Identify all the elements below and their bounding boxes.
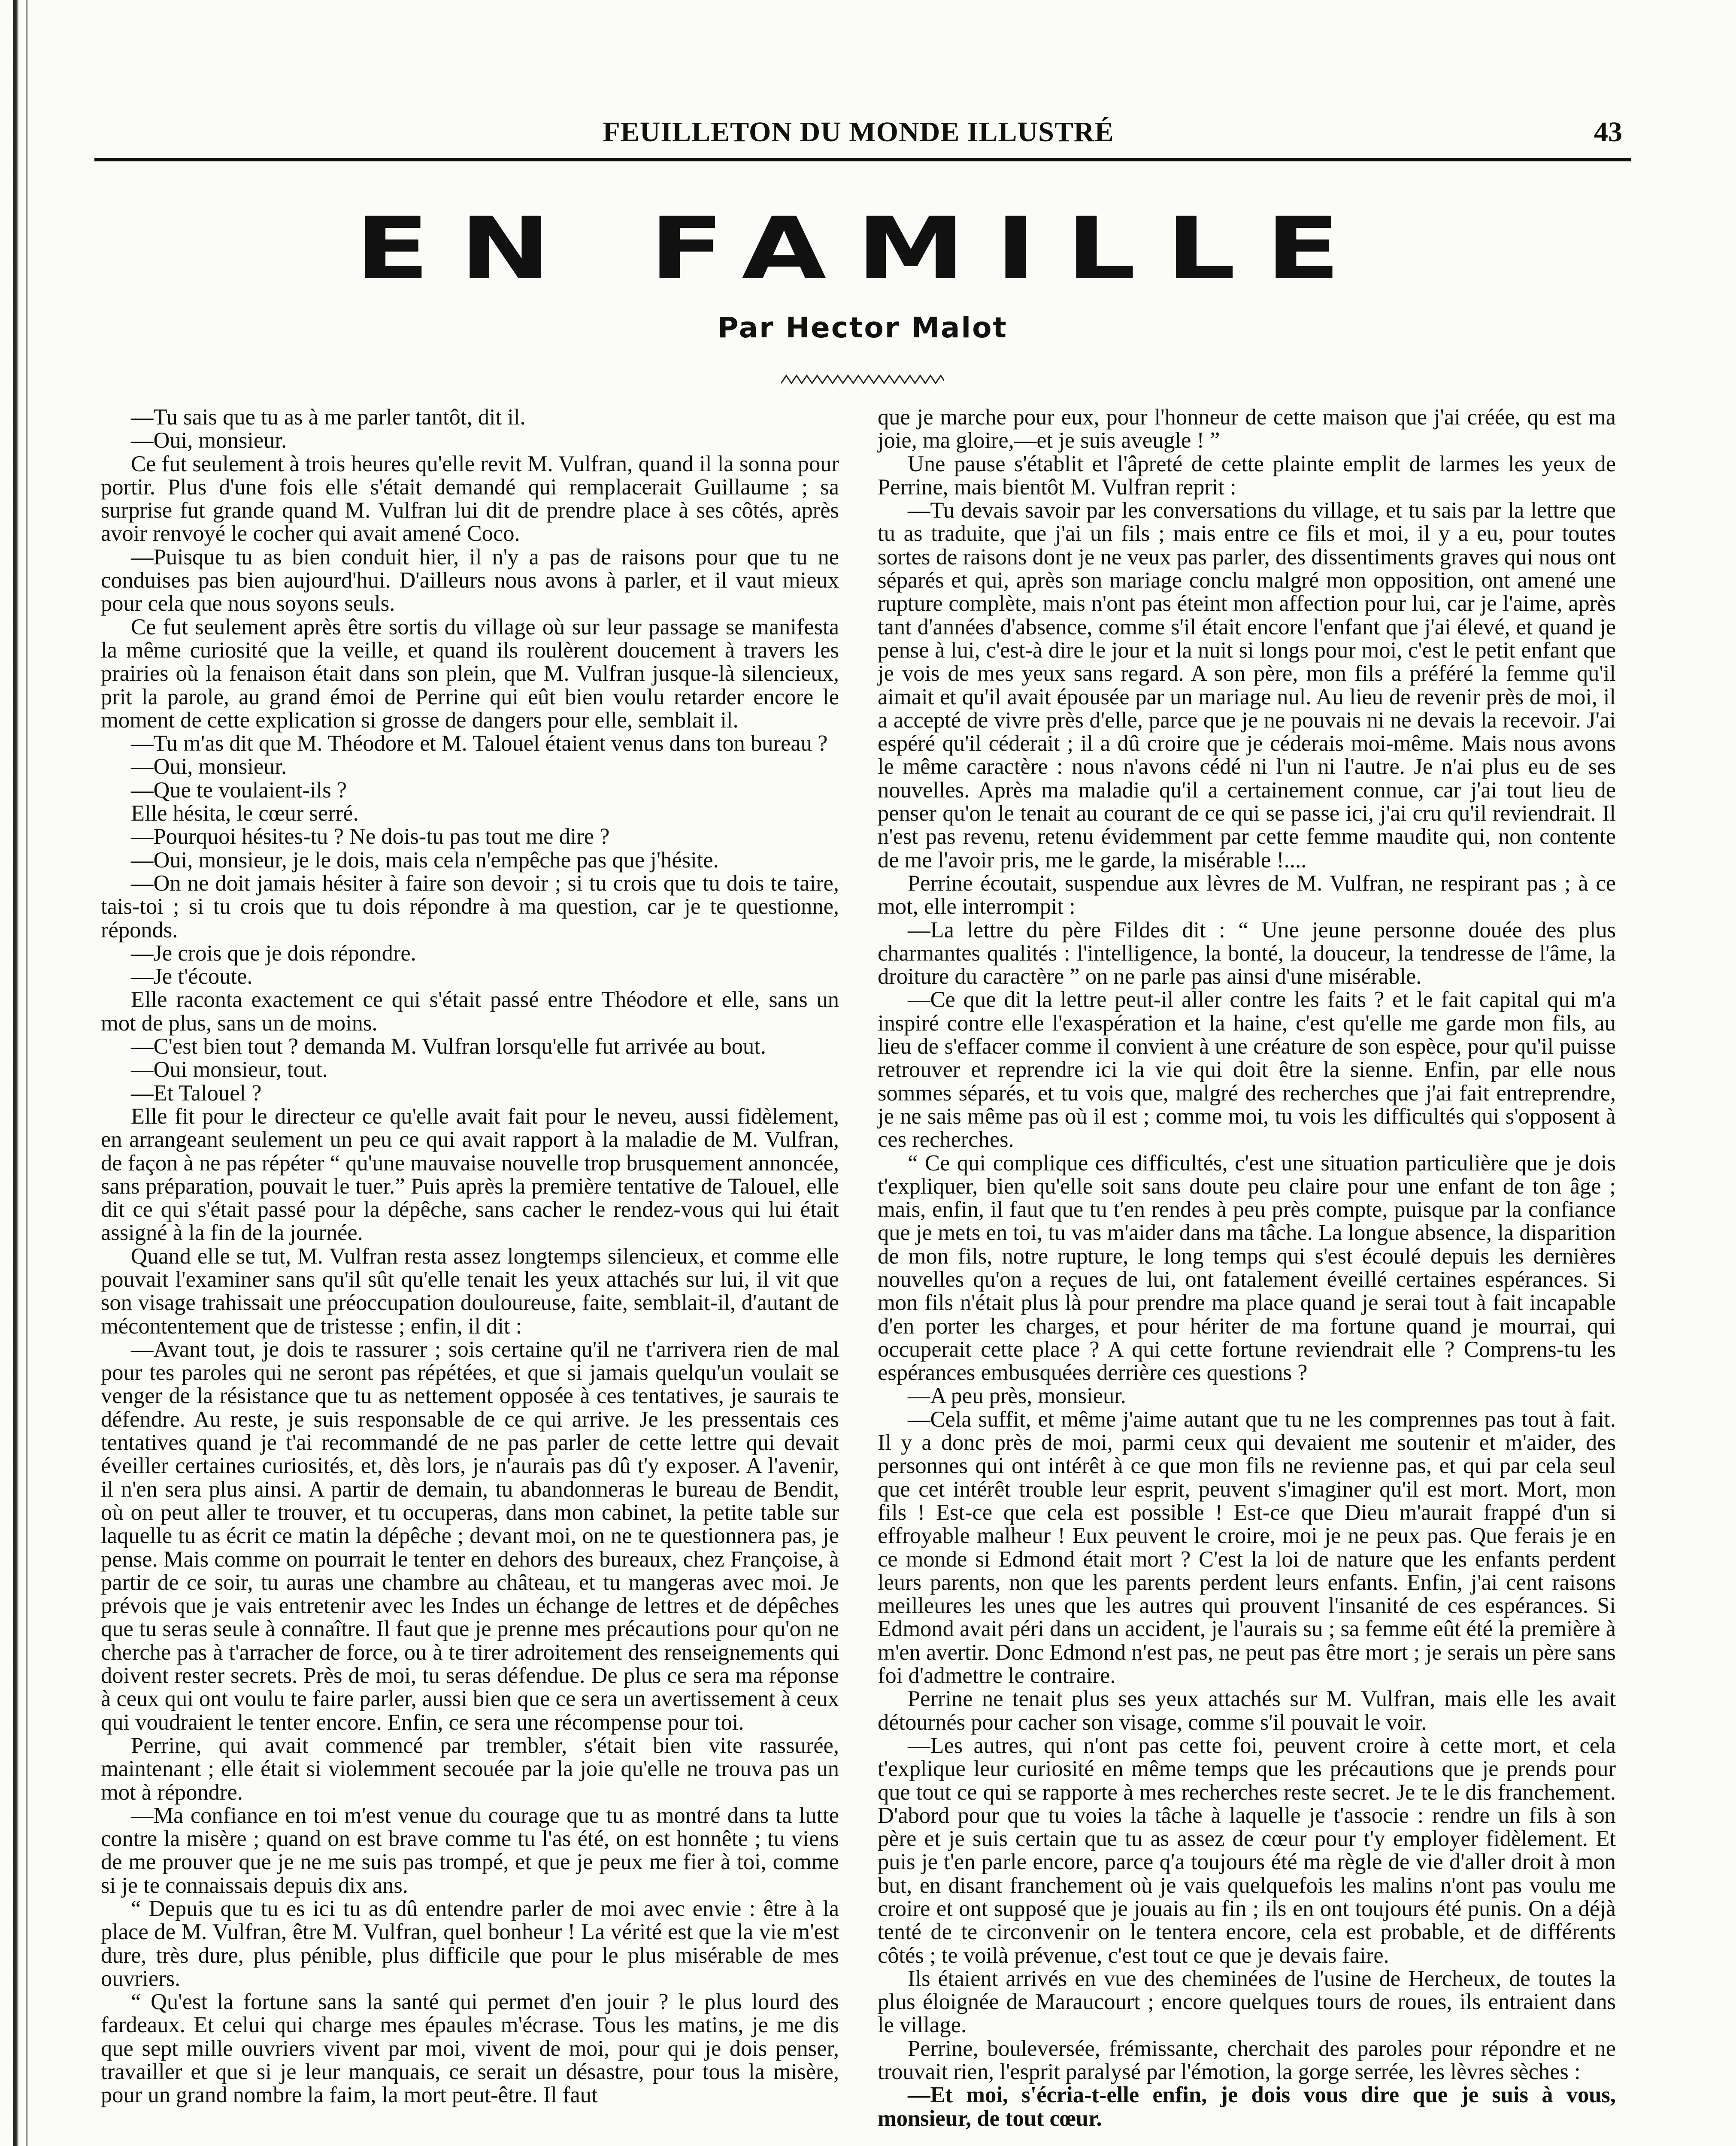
paragraph: —Puisque tu as bien conduit hier, il n'y a pas de raisons pour que tu ne conduises pas bien aujourd'hui. D'ailleurs nous avons à parler, et il vaut mieux pour cela que nous soyons seuls. bbox=[101, 544, 839, 616]
paragraph: —Ma confiance en toi m'est venue du courage que tu as montré dans ta lutte contre la misère ; quand on est brave comme tu l'as été, on est honnête ; tu viens de me prouver que je ne me suis pas trompé, et que je peux me fier à toi, comme si je te connaissais depuis dix ans. bbox=[101, 1803, 839, 1898]
text-column-left bbox=[101, 406, 839, 2107]
paragraph: Ce fut seulement après être sortis du village où sur leur passage se manifesta la même curiosité que la veille, et quand ils roulèrent doucement à travers les prairies où la fenaison était dans son plein, que M. Vulfran jusque-là silencieux, prit la parole, au grand émoi de Perrine qui eût bien voulu retarder encore le moment de cette explication si grosse de dangers pour elle, semblait il. bbox=[101, 614, 839, 733]
header-rule bbox=[94, 158, 1631, 161]
paragraph: —Je t'écoute. bbox=[131, 964, 253, 989]
paragraph: —Les autres, qui n'ont pas cette foi, peuvent croire à cette mort, et cela t'explique leur curiosité en même temps que les précautions que je prends pour que tout ce qui se rapporte à mes recherches reste secret. Je te le dis franchement. D'abord pour que tu voies la tâche à laquelle je t'associe : rendre un fils à son père et je suis certain que tu as assez de cœur pour t'y employer fidèlement. Et puis je t'en parle encore, parce q'a toujours été ma règle de vie d'aller droit à mon but, en disant franchement où je vais quelquefois les malins n'ont pas voulu me croire et ont supposé que je jouais au fin ; ils en ont toujours été punis. On a déjà tenté de te circonvenir on le tentera encore, cela est probable, et de différents côtés ; te voilà prévenue, c'est tout ce que je devais faire. bbox=[878, 1733, 1616, 1968]
paragraph: —Cela suffit, et même j'aime autant que tu ne les comprennes pas tout à fait. Il y a donc près de moi, parmi ceux qui devaient me soutenir et m'aider, des personnes qui ont intérêt à ce que mon fils ne revienne pas, et qui par cela seul que cet intérêt trouble leur esprit, peuvent s'imaginer qu'il est mort. Mort, mon fils ! Est-ce que cela est possible ! Est-ce que Dieu m'aurait frappé d'un si effroyable malheur ! Eux peuvent le croire, moi je ne peux pas. Que ferais je en ce monde si Edmond était mort ? C'est la loi de nature que les enfants perdent leurs parents, non que les parents perdent leurs enfants. Enfin, j'ai cent raisons meilleures les unes que les autres qui prouvent l'insanité de ces espérances. Si Edmond avait péri dans un accident, je l'aurais su ; sa femme eût été la première à m'en avertir. Donc Edmond n'est pas, ne peut pas être mort ; je serais un père sans foi d'admettre le contraire. bbox=[878, 1406, 1616, 1688]
paragraph: Ce fut seulement à trois heures qu'elle revit M. Vulfran, quand il la sonna pour portir. Plus d'une fois elle s'était demandé qui remplacerait Guillaume ; sa surprise fut grande quand M. Vulfran lui dit de prendre place à ses côtés, après avoir renvoyé le cocher qui avait amené Coco. bbox=[101, 451, 839, 546]
paragraph: Perrine ne tenait plus ses yeux attachés sur M. Vulfran, mais elle les avait détournés pour cacher son visage, comme s'il pouvait le voir. bbox=[878, 1686, 1616, 1735]
paragraph: Perrine, qui avait commencé par trembler, s'était bien vite rassurée, maintenant ; elle était si violemment secouée par la joie qu'elle ne trouva pas un mot à répondre. bbox=[101, 1733, 839, 1805]
paragraph: Perrine, bouleversée, frémissante, cherchait des paroles pour répondre et ne trouvait rien, l'esprit paralysé par l'émotion, la gorge serrée, les lèvres sèches : bbox=[878, 2036, 1616, 2085]
paragraph: —Oui, monsieur. bbox=[131, 754, 287, 779]
paragraph: “ Ce qui complique ces difficultés, c'est une situation particulière que je dois t'expliquer, bien qu'elle soit sans doute peu claire pour une enfant de ton âge ; mais, enfin, il faut que tu t'en rendes à peu près compte, puisque par la confiance que je mets en toi, tu vas m'aider dans ma tâche. La longue absence, la disparition de mon fils, notre rupture, le long temps qui s'est écoulé depuis les dernières nouvelles qu'on a reçues de lui, ont fatalement éveillé certaines espérances. Si mon fils n'était plus là pour prendre ma place quand je serai tout à fait incapable d'en porter les charges, et pour hériter de ma fortune quand je mourrai, qui occuperait cette place ? A qui cette fortune reviendrait elle ? Comprens-tu les espérances embusquées derrière ces questions ? bbox=[878, 1150, 1616, 1385]
paragraph: —Oui monsieur, tout. bbox=[131, 1057, 328, 1082]
paragraph: que je marche pour eux, pour l'honneur de cette maison que j'ai créée, qu est ma joie, ma gloire,—et je suis aveugle ! ” bbox=[878, 405, 1616, 453]
paragraph: —Oui, monsieur. bbox=[131, 428, 287, 453]
byline: Par Hector Malot bbox=[718, 311, 1008, 344]
text-column-right bbox=[878, 406, 1616, 2130]
paragraph: Elle hésita, le cœur serré. bbox=[131, 801, 359, 826]
paragraph: —Ce que dit la lettre peut-il aller contre les faits ? et le fait capital qui m'a inspiré contre elle l'exaspération et la haine, c'est qu'elle me garde mon fils, au lieu de s'effacer comme il convient à une créature de son espèce, pour qu'il puisse retrouver et reprendre ici la vie qui doit être la sienne. Enfin, par elle nous sommes séparés, et tu vois que, malgré des recherches que j'ai fait entreprendre, je ne sais même pas où il est ; comme moi, tu vois les difficultés qui s'opposent à ces recherches. bbox=[878, 987, 1616, 1152]
paragraph: Quand elle se tut, M. Vulfran resta assez longtemps silencieux, et comme elle pouvait l'examiner sans qu'il sût qu'elle tenait les yeux attachés sur lui, il vit que son visage trahissait une préoccupation douloureuse, faite, semblait-il, d'autant de mécontentement que de tristesse ; enfin, il dit : bbox=[101, 1243, 839, 1339]
paragraph: —Pourquoi hésites-tu ? Ne dois-tu pas tout me dire ? bbox=[131, 824, 610, 849]
page-spine-shadow bbox=[13, 0, 39, 2146]
paragraph: Elle raconta exactement ce qui s'était passé entre Théodore et elle, sans un mot de plus, sans un de moins. bbox=[101, 987, 839, 1036]
wavy-ornament bbox=[781, 371, 944, 388]
paragraph: —Tu m'as dit que M. Théodore et M. Talouel étaient venus dans ton bureau ? bbox=[131, 731, 828, 756]
paragraph: —Et Talouel ? bbox=[131, 1080, 262, 1106]
paragraph: —Que te voulaient-ils ? bbox=[131, 777, 347, 803]
paragraph: —C'est bien tout ? demanda M. Vulfran lorsqu'elle fut arrivée au bout. bbox=[131, 1034, 767, 1059]
paragraph: —A peu près, monsieur. bbox=[908, 1383, 1126, 1409]
paragraph: Perrine écoutait, suspendue aux lèvres de M. Vulfran, ne respirant pas ; à ce mot, elle interrompit : bbox=[878, 870, 1616, 919]
paragraph: Elle fit pour le directeur ce qu'elle avait fait pour le neveu, aussi fidèlement, en arrangeant seulement un peu ce qui avait rapport à la maladie de M. Vulfran, de façon à ne pas répéter “ qu'une mauvaise nouvelle trop brusquement annoncée, sans préparation, pouvait le tuer.” Puis après la première tentative de Talouel, elle dit ce qui s'était passé pour la dépêche, sans cacher le rendez-vous qui lui était assigné à la fin de la journée. bbox=[101, 1103, 839, 1246]
paragraph: —Je crois que je dois répondre. bbox=[131, 940, 416, 966]
paragraph: —Tu devais savoir par les conversations du village, et tu sais par la lettre que tu as traduite, que j'ai un fils ; mais entre ce fils et moi, il y a eu, pour toutes sortes de raisons dont je ne veux pas parler, des dissentiments graves qui nous ont séparés et qui, après son mariage conclu malgré mon opposition, ont amené une rupture complète, mais n'ont pas éteint mon affection pour lui, car je l'aime, après tant d'années d'absence, comme s'il était encore l'enfant que j'ai élevé, et quand je pense à lui, c'est-à dire le jour et la nuit si longs pour moi, c'est le petit enfant que je vois de mes yeux sans regard. A son père, mon fils a préféré la femme qu'il aimait et qu'il avait épousée par un mariage nul. Au lieu de revenir près de moi, il a accepté de vivre près d'elle, parce que je ne pouvais ni ne devais la recevoir. J'ai espéré qu'il céderait ; il a dû croire que je céderais moi-même. Mais nous avons le même caractère : nous n'avons cédé ni l'un ni l'autre. Je n'ai plus eu de ses nouvelles. Après ma maladie qu'il a certainement connue, car j'ai tout lieu de penser qu'on le tenait au courant de ce qui se passe ici, j'ai cru qu'il reviendrait. Il n'est pas revenu, retenu évidemment par cette femme maudite qui, non contente de me l'avoir pris, me le garde, la misérable !.... bbox=[878, 498, 1616, 873]
paragraph: Une pause s'établit et l'âpreté de cette plainte emplit de larmes les yeux de Perrine, mais bientôt M. Vulfran reprit : bbox=[878, 451, 1616, 500]
paragraph: “ Depuis que tu es ici tu as dû entendre parler de moi avec envie : être à la place de M. Vulfran, être M. Vulfran, quel bonheur ! La vérité est que la vie m'est dure, très dure, plus pénible, plus difficile que pour le plus misérable de mes ouvriers. bbox=[101, 1896, 839, 1991]
page-number: 43 bbox=[1594, 116, 1622, 148]
paragraph: Ils étaient arrivés en vue des cheminées de l'usine de Hercheux, de toutes la plus éloignée de Maraucourt ; encore quelques tours de roues, ils entraient dans le village. bbox=[878, 1966, 1616, 2038]
running-title: FEUILLETON DU MONDE ILLUSTRÉ bbox=[603, 116, 1114, 148]
paragraph: —La lettre du père Fildes dit : “ Une jeune personne douée des plus charmantes qualités : l'intelligence, la bonté, la douceur, la tendresse de l'âme, la droiture du caractère ” on ne parle pas ainsi d'une misérable. bbox=[878, 917, 1616, 989]
paragraph: —Tu sais que tu as à me parler tantôt, dit il. bbox=[131, 405, 526, 430]
paragraph: —Avant tout, je dois te rassurer ; sois certaine qu'il ne t'arrivera rien de mal pour tes paroles qui ne seront pas répétées, et que si jamais quelqu'un voulait se venger de la résistance que tu as nettement opposée à ces tentatives, je saurais te défendre. Au reste, je suis responsable de ce qui arrive. Je les pressentais ces tentatives quand je t'ai recommandé de ne pas parler de cette lettre qui devait éveiller certaines curiosités, et, dès lors, je n'aurais pas dû t'y exposer. A l'avenir, il n'en sera plus ainsi. A partir de demain, tu abandonneras le bureau de Bendit, où on peut aller te trouver, et tu occuperas, dans mon cabinet, la petite table sur laquelle tu as écrit ce matin la dépêche ; devant moi, on ne te questionnera pas, je pense. Mais comme on pourrait le tenter en dehors des bureaux, chez Françoise, à partir de ce soir, tu auras une chambre au château, et tu mangeras avec moi. Je prévois que je vais entretenir avec les Indes un échange de lettres et de dépêches que tu seras seule à connaître. Il faut que je prenne mes précautions pour qu'on ne cherche pas à t'arracher de force, ou à te tirer adroitement des renseignements qui doivent rester secrets. Près de moi, tu seras défendue. De plus ce sera ma réponse à ceux qui ont voulu te faire parler, aussi bien que ce sera un avertissement à ceux qui voudraient le tenter encore. Enfin, ce sera une récompense pour toi. bbox=[101, 1337, 839, 1735]
paragraph: —On ne doit jamais hésiter à faire son devoir ; si tu crois que tu dois te taire, tais-toi ; si tu crois que tu dois répondre à ma question, car je te questionne, réponds. bbox=[101, 870, 839, 943]
serial-title: EN FAMILLE bbox=[354, 199, 1371, 299]
paragraph: —Et moi, s'écria-t-elle enfin, je dois vous dire que je suis à vous, monsieur, de tout cœur. bbox=[878, 2082, 1616, 2131]
paragraph: “ Qu'est la fortune sans la santé qui permet d'en jouir ? le plus lourd des fardeaux. Et celui qui charge mes épaules m'écrase. Tous les matins, je me dis que sept mille ouvriers vivent par moi, vivent de moi, pour qui je dois penser, travailler et que si je leur manquais, ce serait un désastre, pour tous la misère, pour un grand nombre la faim, la mort peut-être. Il faut bbox=[101, 1989, 839, 2108]
running-header bbox=[94, 116, 1622, 150]
paragraph: —Oui, monsieur, je le dois, mais cela n'empêche pas que j'hésite. bbox=[131, 847, 719, 873]
